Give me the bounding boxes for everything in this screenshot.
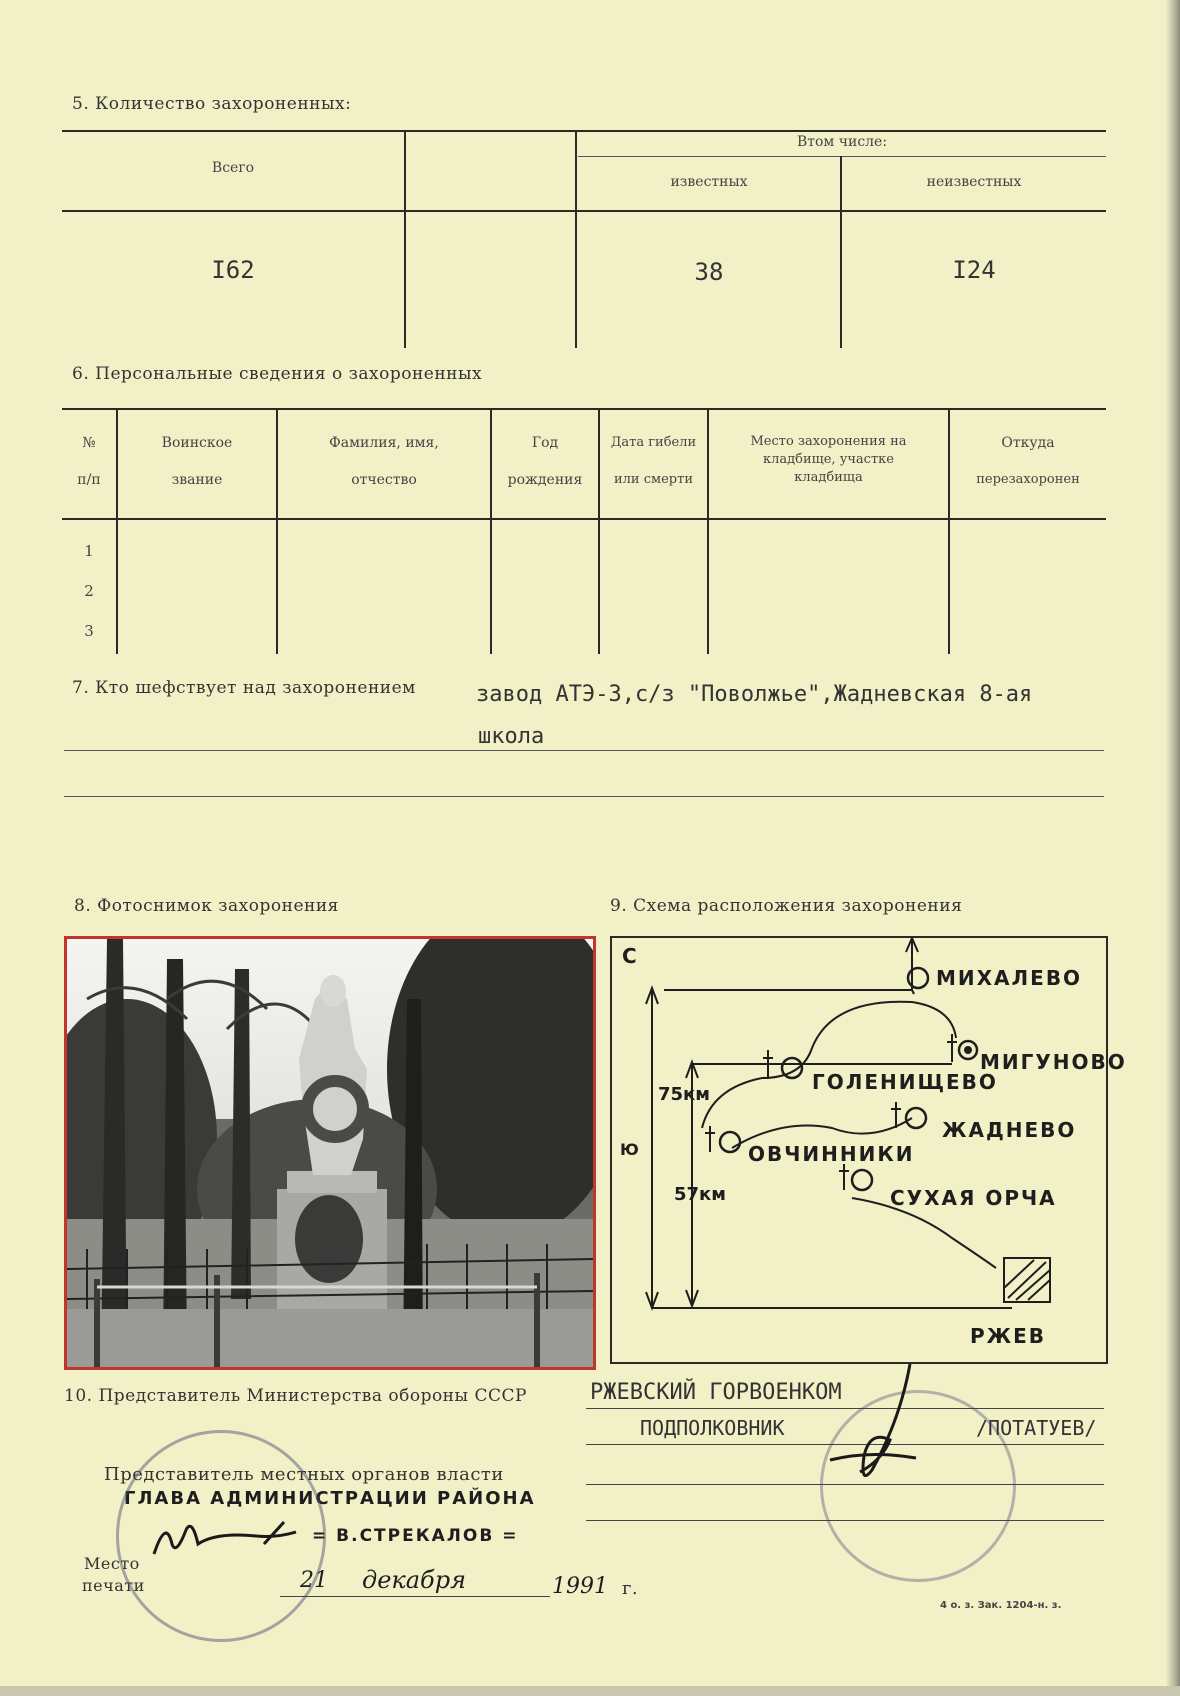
village-golenishchevo: ГОЛЕНИЩЕВО <box>812 1070 998 1094</box>
section10-title: 10. Представитель Министерства обороны СССР <box>64 1386 527 1406</box>
document-page: 5. Количество захороненных: Всего Втом числе: известных неизвестных I62 38 I24 6. Персональные сведения о захороненных № п/п Воинское звание Фамилия, имя, отчество Год рождения Дата гибели или смерти Место захоронения на кладбище, участке кладбища Откуда перезахоронен 1 2 3 7. Кто шефствует над захоронением завод АТЭ-3,с/з "Поволжье",Жадневская 8-ая школа 8. Фотоснимок захоронения 9. Схема расположения захоронения С Ю 75км 57км МИХАЛЕВО МИГУНОВО ГОЛЕНИЩЕВО ЖАДНЕВО ОВЧИННИКИ СУХАЯ ОРЧА РЖЕВ 10. Представитель Министерства обороны СССР РЖЕВСКИЙ ГОРВОЕНКОМ ПОДПОЛКОВНИК /ПОТАТУЕВ/ Представитель местных органов власти ГЛАВА АДМИНИСТРАЦИИ РАЙОНА = В.СТРЕКАЛОВ = Место печати 21 декабря 1991 г. 4 о. з. Зак. 1204-н. з. <box>0 0 1180 1696</box>
date-day: 21 <box>300 1568 328 1593</box>
local-administration-seal <box>116 1430 326 1642</box>
village-ovchinniki: ОВЧИННИКИ <box>748 1142 915 1166</box>
seal-place-label: Место <box>84 1554 140 1573</box>
patron-line-1: завод АТЭ-3,с/з "Поволжье",Жадневская 8-ая <box>476 682 1033 707</box>
print-mark: 4 о. з. Зак. 1204-н. з. <box>940 1600 1062 1611</box>
officer-name: /ПОТАТУЕВ/ <box>976 1416 1097 1440</box>
distance-75km: 75км <box>658 1084 710 1105</box>
south-label: Ю <box>620 1140 641 1159</box>
village-zhadnevo: ЖАДНЕВО <box>942 1118 1077 1142</box>
burial-photo <box>64 936 596 1370</box>
patron-line-2: школа <box>478 724 545 749</box>
col-unknown-header: неизвестных <box>926 174 1022 190</box>
officer-signature <box>820 1360 940 1490</box>
local-authority-title: Представитель местных органов власти <box>104 1464 504 1485</box>
section6-title: 6. Персональные сведения о захороненных <box>72 364 483 384</box>
col-including-header: Втом числе: <box>796 134 888 150</box>
unknown-value: I24 <box>952 256 996 284</box>
section7-title: 7. Кто шефствует над захоронением <box>72 678 416 698</box>
section9-title: 9. Схема расположения захоронения <box>610 896 963 916</box>
date-month: декабря <box>362 1566 466 1594</box>
row-number: 2 <box>84 582 94 600</box>
section8-title: 8. Фотоснимок захоронения <box>74 896 339 916</box>
local-position: ГЛАВА АДМИНИСТРАЦИИ РАЙОНА <box>124 1488 536 1509</box>
monument-photo-image <box>67 939 593 1367</box>
village-sukhaya-orcha: СУХАЯ ОРЧА <box>890 1186 1057 1210</box>
col-total-header: Всего <box>211 160 255 176</box>
village-mikhalevo: МИХАЛЕВО <box>936 966 1083 990</box>
town-rzhev: РЖЕВ <box>970 1324 1047 1348</box>
year-suffix: г. <box>622 1578 639 1599</box>
date-year: 1991 <box>552 1574 608 1599</box>
section5-title: 5. Количество захороненных: <box>72 94 352 114</box>
col-known-header: известных <box>670 174 748 190</box>
distance-57km: 57км <box>674 1184 726 1205</box>
row-number: 1 <box>84 542 94 560</box>
military-office-name: РЖЕВСКИЙ ГОРВОЕНКОМ <box>590 1380 842 1405</box>
row-number: 3 <box>84 622 94 640</box>
north-label: С <box>622 944 639 968</box>
location-schema <box>610 936 1127 1364</box>
local-official-name: = В.СТРЕКАЛОВ = <box>312 1526 519 1546</box>
seal-place-label-2: печати <box>82 1576 145 1595</box>
known-value: 38 <box>694 258 724 286</box>
officer-rank: ПОДПОЛКОВНИК <box>640 1416 785 1440</box>
total-value: I62 <box>211 256 255 284</box>
village-migunovo: МИГУНОВО <box>980 1050 1127 1074</box>
